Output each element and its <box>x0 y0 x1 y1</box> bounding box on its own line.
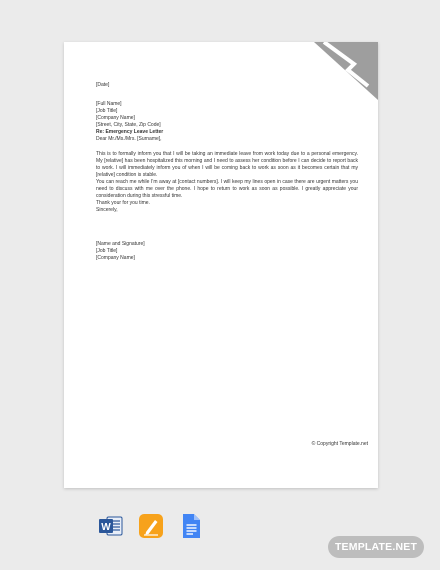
app-icons <box>98 513 204 539</box>
signature-company: [Company Name] <box>96 255 135 261</box>
recipient-company: [Company Name] <box>96 115 135 121</box>
recipient-name: [Full Name] <box>96 101 122 107</box>
pages-icon[interactable] <box>138 513 164 539</box>
template-net-badge[interactable]: TEMPLATE.NET <box>328 536 424 558</box>
recipient-address: [Street, City, State, Zip Code] <box>96 122 161 128</box>
signature-title: [Job Title] <box>96 248 118 254</box>
svg-text:W: W <box>101 522 111 533</box>
salutation: Dear Mr./Ms./Mrs. [Surname], <box>96 136 162 142</box>
google-docs-icon[interactable] <box>178 513 204 539</box>
word-icon[interactable] <box>98 513 124 539</box>
thanks-line: Thank your for you time. <box>96 200 150 206</box>
letter-body <box>96 82 358 262</box>
signature-name: [Name and Signature] <box>96 241 145 247</box>
recipient-title: [Job Title] <box>96 108 118 114</box>
body-paragraph-2: You can reach me while I’m away at [contact numbers]. I will keep my lines open in case there are urgent matters you need to discuss with me over the phone. I hope to return to work as soon as possible. I greatly appreciate your consideration during this stressful time. <box>96 179 358 199</box>
body-paragraph-1: This is to formally inform you that I will be taking an immediate leave from work today due to a personal emergency. My [relative] has been hospitalized this morning and I need to assess her condition before I can decide to report back to work. I will immediately inform you of when I will be coming back to work as soon as it becomes certain that my [relative] condition is stable. <box>96 151 358 178</box>
date-line: [Date] <box>96 82 110 88</box>
recipient-block <box>96 101 358 129</box>
subject-line: Re: Emergency Leave Letter <box>96 129 164 135</box>
signature-block <box>96 241 358 262</box>
letter-page <box>64 42 378 488</box>
closing-line: Sincerely, <box>96 207 118 213</box>
copyright-text: © Copyright Template.net <box>311 441 368 447</box>
